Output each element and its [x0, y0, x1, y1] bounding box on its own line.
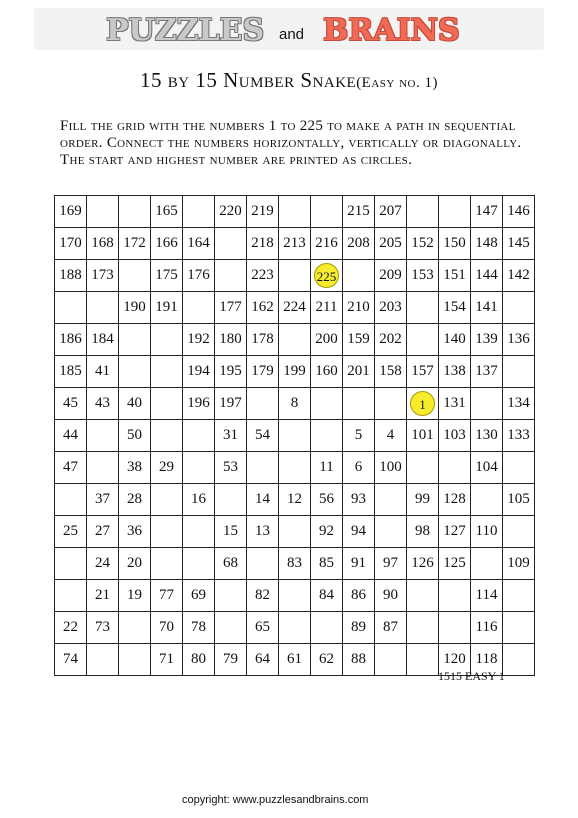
grid-cell-given[interactable]: 20	[119, 548, 151, 580]
grid-cell-given[interactable]: 162	[247, 292, 279, 324]
copyright: copyright: www.puzzlesandbrains.com	[182, 794, 369, 806]
grid-cell-empty[interactable]	[215, 228, 247, 260]
grid-cell-given[interactable]: 209	[375, 260, 407, 292]
grid-cell-empty[interactable]	[183, 548, 215, 580]
grid-cell-given[interactable]: 215	[343, 196, 375, 228]
grid-cell-empty[interactable]	[343, 260, 375, 292]
grid-cell-empty[interactable]	[215, 260, 247, 292]
grid-cell-empty[interactable]	[407, 580, 439, 612]
grid-cell-given[interactable]: 74	[55, 644, 87, 676]
grid-cell-given[interactable]: 4	[375, 420, 407, 452]
grid-cell-empty[interactable]	[119, 356, 151, 388]
grid-cell-given[interactable]: 19	[119, 580, 151, 612]
grid-cell-given[interactable]: 202	[375, 324, 407, 356]
grid-cell-given[interactable]: 136	[503, 324, 535, 356]
grid-cell-given[interactable]: 94	[343, 516, 375, 548]
grid-cell-given[interactable]: 166	[151, 228, 183, 260]
grid-cell-given[interactable]: 152	[407, 228, 439, 260]
grid-cell-empty[interactable]	[87, 196, 119, 228]
grid-cell-given[interactable]: 138	[439, 356, 471, 388]
grid-cell-empty[interactable]	[215, 580, 247, 612]
grid-cell-empty[interactable]	[407, 292, 439, 324]
grid-cell-given[interactable]: 104	[471, 452, 503, 484]
grid-cell-given[interactable]: 80	[183, 644, 215, 676]
grid-row	[55, 388, 535, 420]
grid-cell-given[interactable]: 140	[439, 324, 471, 356]
grid-cell-given[interactable]: 105	[503, 484, 535, 516]
grid-cell-empty[interactable]	[311, 388, 343, 420]
instruction-line: order. Connect the numbers horizontally, vertically or diagonally.	[60, 135, 522, 151]
grid-cell-given[interactable]: 153	[407, 260, 439, 292]
grid-cell-given[interactable]: 144	[471, 260, 503, 292]
grid-cell-given[interactable]: 25	[55, 516, 87, 548]
grid-cell-given[interactable]: 142	[503, 260, 535, 292]
grid-cell-given[interactable]: 21	[87, 580, 119, 612]
grid-cell-given[interactable]: 207	[375, 196, 407, 228]
grid-cell-empty[interactable]	[407, 196, 439, 228]
grid-row	[55, 484, 535, 516]
grid-cell-given[interactable]: 36	[119, 516, 151, 548]
grid-cell-empty[interactable]	[183, 420, 215, 452]
grid-cell-empty[interactable]	[247, 452, 279, 484]
grid-cell-given[interactable]: 53	[215, 452, 247, 484]
grid-cell-given[interactable]: 211	[311, 292, 343, 324]
grid-row	[55, 452, 535, 484]
grid-cell-given[interactable]: 100	[375, 452, 407, 484]
grid-cell-given[interactable]: 188	[55, 260, 87, 292]
grid-cell-empty[interactable]	[279, 452, 311, 484]
grid-cell-empty[interactable]	[247, 548, 279, 580]
grid-cell-given[interactable]: 45	[55, 388, 87, 420]
grid-cell-given[interactable]: 169	[55, 196, 87, 228]
grid-cell-given[interactable]: 168	[87, 228, 119, 260]
grid-cell-given[interactable]: 5	[343, 420, 375, 452]
grid-cell-empty[interactable]	[375, 644, 407, 676]
grid-cell-given[interactable]: 82	[247, 580, 279, 612]
grid-cell-empty[interactable]	[183, 292, 215, 324]
grid-cell-given[interactable]: 65	[247, 612, 279, 644]
grid-cell-empty[interactable]	[503, 356, 535, 388]
grid-cell-empty[interactable]	[279, 196, 311, 228]
grid-cell-empty[interactable]	[55, 548, 87, 580]
grid-cell-given[interactable]: 16	[183, 484, 215, 516]
grid-cell-given[interactable]: 31	[215, 420, 247, 452]
grid-cell-given[interactable]: 219	[247, 196, 279, 228]
puzzle-grid	[54, 195, 535, 676]
grid-row	[55, 292, 535, 324]
grid-cell-given[interactable]: 133	[503, 420, 535, 452]
grid-cell-given[interactable]: 91	[343, 548, 375, 580]
grid-cell-given[interactable]: 172	[119, 228, 151, 260]
grid-cell-given[interactable]: 56	[311, 484, 343, 516]
grid-cell-given[interactable]: 185	[55, 356, 87, 388]
grid-cell-given[interactable]: 44	[55, 420, 87, 452]
grid-cell-given[interactable]: 196	[183, 388, 215, 420]
grid-cell-empty[interactable]	[407, 644, 439, 676]
grid-cell-given[interactable]: 13	[247, 516, 279, 548]
grid-cell-empty[interactable]	[375, 516, 407, 548]
grid-cell-empty[interactable]	[503, 644, 535, 676]
grid-cell-given[interactable]: 41	[87, 356, 119, 388]
grid-cell-given[interactable]: 61	[279, 644, 311, 676]
grid-cell-given[interactable]: 190	[119, 292, 151, 324]
grid-cell-empty[interactable]	[119, 644, 151, 676]
grid-cell-empty[interactable]	[247, 388, 279, 420]
grid-cell-given[interactable]: 224	[279, 292, 311, 324]
grid-row	[55, 612, 535, 644]
grid-cell-empty[interactable]	[87, 292, 119, 324]
grid-cell-given[interactable]: 125	[439, 548, 471, 580]
grid-cell-given[interactable]: 70	[151, 612, 183, 644]
title-main: 15 by 15 Number Snake	[140, 68, 357, 92]
grid-cell-given[interactable]: 157	[407, 356, 439, 388]
grid-cell-given[interactable]: 146	[503, 196, 535, 228]
grid-cell-given[interactable]: 85	[311, 548, 343, 580]
grid-cell-given[interactable]: 139	[471, 324, 503, 356]
grid-cell-given[interactable]: 216	[311, 228, 343, 260]
grid-cell-empty[interactable]	[311, 420, 343, 452]
grid-cell-empty[interactable]	[503, 516, 535, 548]
grid-cell-empty[interactable]	[375, 484, 407, 516]
grid-cell-given[interactable]: 116	[471, 612, 503, 644]
grid-cell-given[interactable]: 180	[215, 324, 247, 356]
grid-cell-given[interactable]: 177	[215, 292, 247, 324]
grid-cell-empty[interactable]	[439, 452, 471, 484]
grid-cell-circled[interactable]	[407, 388, 439, 420]
grid-row	[55, 356, 535, 388]
grid-cell-empty[interactable]	[215, 612, 247, 644]
grid-cell-given[interactable]: 141	[471, 292, 503, 324]
grid-cell-given[interactable]: 29	[151, 452, 183, 484]
grid-cell-given[interactable]: 109	[503, 548, 535, 580]
grid-cell-given[interactable]: 98	[407, 516, 439, 548]
instruction-line: The start and highest number are printed as circles.	[60, 152, 413, 168]
grid-cell-empty[interactable]	[279, 580, 311, 612]
grid-cell-given[interactable]: 151	[439, 260, 471, 292]
grid-cell-given[interactable]: 68	[215, 548, 247, 580]
grid-cell-given[interactable]: 118	[471, 644, 503, 676]
instruction-line: Fill the grid with the numbers 1 to 225 to make a path in sequential	[60, 118, 516, 134]
grid-cell-given[interactable]: 71	[151, 644, 183, 676]
grid-cell-given[interactable]: 148	[471, 228, 503, 260]
title-sub: (Easy no. 1)	[356, 75, 438, 91]
grid-cell-given[interactable]: 62	[311, 644, 343, 676]
grid-cell-empty[interactable]	[55, 580, 87, 612]
grid-cell-empty[interactable]	[279, 612, 311, 644]
grid-cell-empty[interactable]	[439, 612, 471, 644]
grid-cell-empty[interactable]	[183, 516, 215, 548]
logo-and: and	[279, 26, 305, 43]
grid-cell-given[interactable]: 103	[439, 420, 471, 452]
grid-cell-given[interactable]: 201	[343, 356, 375, 388]
grid-cell-given[interactable]: 88	[343, 644, 375, 676]
grid-cell-given[interactable]: 97	[375, 548, 407, 580]
grid-cell-given[interactable]: 197	[215, 388, 247, 420]
grid-cell-given[interactable]: 150	[439, 228, 471, 260]
grid-cell-given[interactable]: 195	[215, 356, 247, 388]
grid-cell-empty[interactable]	[183, 452, 215, 484]
puzzle-code: 1515 EASY 1	[438, 669, 505, 683]
grid-cell-given[interactable]: 126	[407, 548, 439, 580]
grid-cell-empty[interactable]	[471, 548, 503, 580]
grid-cell-given[interactable]: 173	[87, 260, 119, 292]
grid-cell-given[interactable]: 99	[407, 484, 439, 516]
grid-cell-given[interactable]: 50	[119, 420, 151, 452]
grid-row	[55, 228, 535, 260]
grid-cell-given[interactable]: 199	[279, 356, 311, 388]
grid-cell-given[interactable]: 101	[407, 420, 439, 452]
grid-cell-given[interactable]: 186	[55, 324, 87, 356]
grid-cell-given[interactable]: 24	[87, 548, 119, 580]
grid-cell-given[interactable]: 77	[151, 580, 183, 612]
grid-cell-empty[interactable]	[279, 260, 311, 292]
grid-cell-given[interactable]: 137	[471, 356, 503, 388]
grid-cell-empty[interactable]	[119, 612, 151, 644]
grid-cell-given[interactable]: 145	[503, 228, 535, 260]
grid-cell-given[interactable]: 86	[343, 580, 375, 612]
circled-number: 225	[314, 263, 339, 288]
grid-cell-given[interactable]: 131	[439, 388, 471, 420]
grid-cell-given[interactable]: 11	[311, 452, 343, 484]
grid-cell-given[interactable]: 89	[343, 612, 375, 644]
grid-cell-given[interactable]: 6	[343, 452, 375, 484]
grid-cell-given[interactable]: 154	[439, 292, 471, 324]
grid-cell-empty[interactable]	[55, 484, 87, 516]
grid-cell-given[interactable]: 92	[311, 516, 343, 548]
grid-cell-given[interactable]: 93	[343, 484, 375, 516]
logo-puzzles: PUZZLES	[106, 13, 265, 48]
grid-cell-given[interactable]: 37	[87, 484, 119, 516]
grid-cell-given[interactable]: 179	[247, 356, 279, 388]
grid-cell-empty[interactable]	[151, 516, 183, 548]
grid-cell-given[interactable]: 218	[247, 228, 279, 260]
grid-cell-given[interactable]: 223	[247, 260, 279, 292]
grid-cell-empty[interactable]	[119, 260, 151, 292]
grid-cell-given[interactable]: 12	[279, 484, 311, 516]
grid-cell-empty[interactable]	[311, 612, 343, 644]
grid-cell-given[interactable]: 164	[183, 228, 215, 260]
grid-cell-empty[interactable]	[375, 388, 407, 420]
grid-cell-given[interactable]: 200	[311, 324, 343, 356]
grid-cell-empty[interactable]	[311, 196, 343, 228]
grid-cell-empty[interactable]	[55, 292, 87, 324]
grid-row	[55, 548, 535, 580]
grid-cell-given[interactable]: 114	[471, 580, 503, 612]
grid-cell-given[interactable]: 178	[247, 324, 279, 356]
grid-cell-given[interactable]: 120	[439, 644, 471, 676]
grid-cell-empty[interactable]	[215, 484, 247, 516]
grid-cell-given[interactable]: 69	[183, 580, 215, 612]
grid-cell-given[interactable]: 184	[87, 324, 119, 356]
grid-cell-empty[interactable]	[87, 452, 119, 484]
circled-number: 1	[410, 391, 435, 416]
grid-cell-empty[interactable]	[87, 420, 119, 452]
grid-cell-empty[interactable]	[119, 324, 151, 356]
grid-cell-empty[interactable]	[471, 388, 503, 420]
grid-cell-given[interactable]: 147	[471, 196, 503, 228]
grid-cell-given[interactable]: 165	[151, 196, 183, 228]
grid-row	[55, 516, 535, 548]
instructions	[60, 118, 560, 169]
grid-cell-given[interactable]: 170	[55, 228, 87, 260]
grid-cell-given[interactable]: 54	[247, 420, 279, 452]
grid-cell-given[interactable]: 38	[119, 452, 151, 484]
grid-cell-given[interactable]: 134	[503, 388, 535, 420]
grid-cell-given[interactable]: 160	[311, 356, 343, 388]
grid-cell-given[interactable]: 203	[375, 292, 407, 324]
grid-cell-empty[interactable]	[407, 452, 439, 484]
grid-cell-empty[interactable]	[471, 484, 503, 516]
grid-cell-given[interactable]: 205	[375, 228, 407, 260]
grid-cell-empty[interactable]	[151, 356, 183, 388]
grid-cell-given[interactable]: 90	[375, 580, 407, 612]
grid-cell-given[interactable]: 8	[279, 388, 311, 420]
grid-cell-given[interactable]: 128	[439, 484, 471, 516]
grid-cell-given[interactable]: 191	[151, 292, 183, 324]
grid-cell-given[interactable]: 159	[343, 324, 375, 356]
grid-cell-empty[interactable]	[439, 580, 471, 612]
grid-cell-empty[interactable]	[407, 324, 439, 356]
grid-cell-given[interactable]: 40	[119, 388, 151, 420]
grid-cell-empty[interactable]	[503, 612, 535, 644]
grid-cell-empty[interactable]	[119, 196, 151, 228]
grid-row	[55, 420, 535, 452]
grid-cell-given[interactable]: 14	[247, 484, 279, 516]
grid-cell-empty[interactable]	[343, 388, 375, 420]
grid-row	[55, 324, 535, 356]
grid-cell-given[interactable]: 192	[183, 324, 215, 356]
grid-cell-given[interactable]: 79	[215, 644, 247, 676]
grid-cell-given[interactable]: 73	[87, 612, 119, 644]
grid-cell-given[interactable]: 78	[183, 612, 215, 644]
grid-cell-empty[interactable]	[151, 324, 183, 356]
grid-cell-given[interactable]: 83	[279, 548, 311, 580]
grid-cell-given[interactable]: 43	[87, 388, 119, 420]
grid-cell-given[interactable]: 47	[55, 452, 87, 484]
grid-cell-given[interactable]: 64	[247, 644, 279, 676]
grid-cell-empty[interactable]	[439, 196, 471, 228]
grid-cell-given[interactable]: 15	[215, 516, 247, 548]
page-title	[0, 68, 578, 93]
grid-cell-given[interactable]: 84	[311, 580, 343, 612]
grid-cell-empty[interactable]	[503, 580, 535, 612]
grid-cell-empty[interactable]	[87, 644, 119, 676]
grid-cell-empty[interactable]	[279, 420, 311, 452]
grid-cell-empty[interactable]	[503, 292, 535, 324]
grid-row	[55, 260, 535, 292]
grid-cell-empty[interactable]	[183, 196, 215, 228]
grid-row	[55, 580, 535, 612]
grid-cell-given[interactable]: 208	[343, 228, 375, 260]
grid-cell-given[interactable]: 87	[375, 612, 407, 644]
logo-brains: BRAINS	[323, 13, 460, 48]
grid-cell-given[interactable]: 175	[151, 260, 183, 292]
grid-cell-empty[interactable]	[279, 324, 311, 356]
grid-cell-given[interactable]: 110	[471, 516, 503, 548]
grid-cell-empty[interactable]	[279, 516, 311, 548]
grid-cell-empty[interactable]	[151, 484, 183, 516]
grid-cell-given[interactable]: 220	[215, 196, 247, 228]
grid-cell-given[interactable]: 27	[87, 516, 119, 548]
grid-cell-circled[interactable]	[311, 260, 343, 292]
grid-cell-given[interactable]: 158	[375, 356, 407, 388]
grid-cell-given[interactable]: 130	[471, 420, 503, 452]
grid-cell-empty[interactable]	[151, 420, 183, 452]
grid-cell-empty[interactable]	[151, 548, 183, 580]
grid-cell-given[interactable]: 213	[279, 228, 311, 260]
grid-row	[55, 196, 535, 228]
grid-cell-given[interactable]: 210	[343, 292, 375, 324]
grid-cell-given[interactable]: 28	[119, 484, 151, 516]
grid-cell-given[interactable]: 127	[439, 516, 471, 548]
grid-cell-empty[interactable]	[503, 452, 535, 484]
grid-cell-given[interactable]: 194	[183, 356, 215, 388]
grid-cell-given[interactable]: 176	[183, 260, 215, 292]
grid-cell-empty[interactable]	[151, 388, 183, 420]
grid-cell-given[interactable]: 22	[55, 612, 87, 644]
grid-cell-empty[interactable]	[407, 612, 439, 644]
